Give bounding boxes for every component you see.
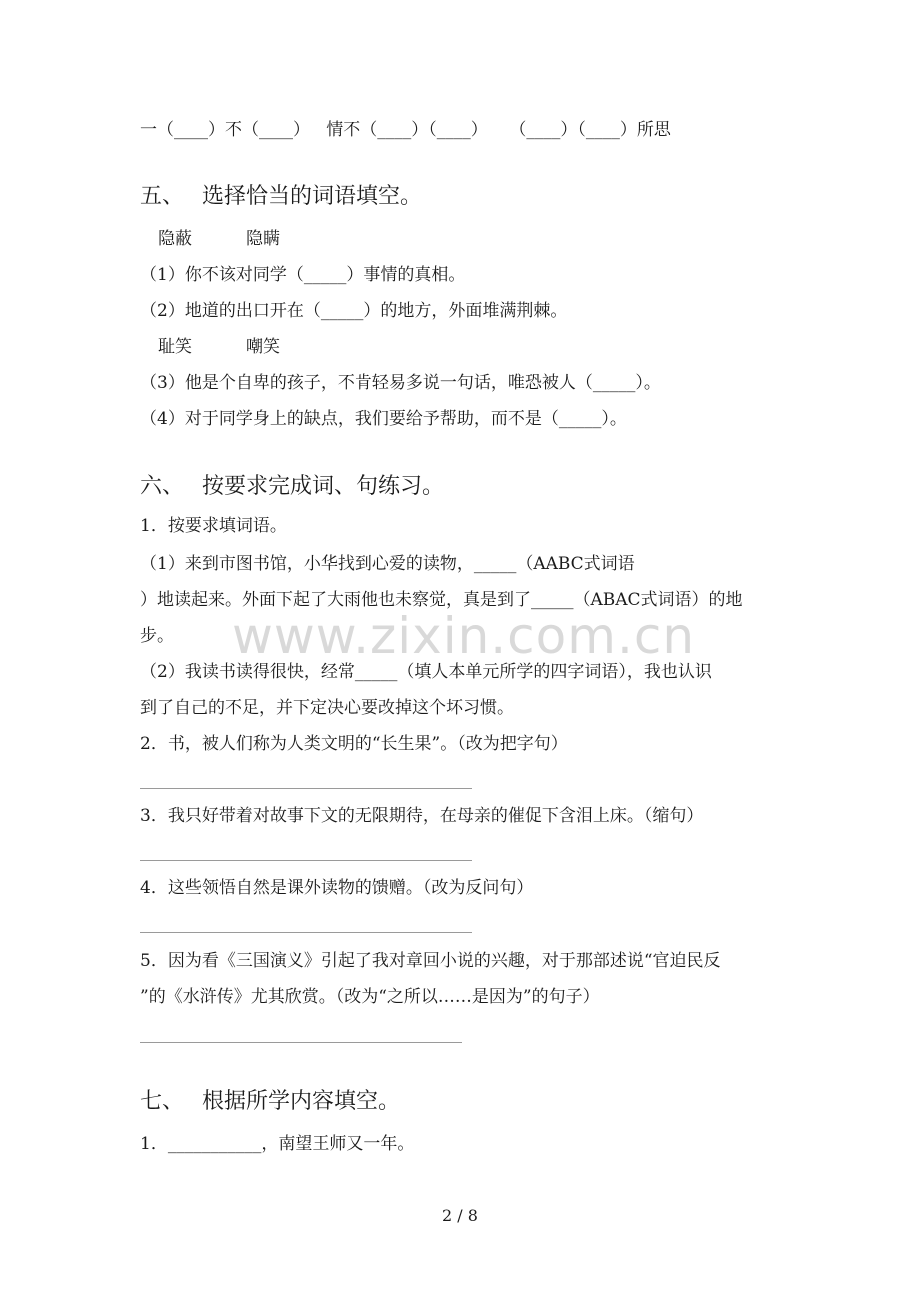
section6-item-1a-line-3: 步。: [140, 626, 174, 646]
section6-item-5-line-1: 5．因为看《三国演义》引起了我对章回小说的兴趣，对于那部述说“官迫民反: [140, 951, 721, 971]
watermark: www.zixin.com.cn: [232, 607, 696, 665]
answer-line[interactable]: [140, 788, 472, 789]
section4-tail-line: 一（____）不（____） 情不（____）（____） （____）（____）所思: [140, 120, 671, 140]
section6-item-1b-line-1: （2）我读书读得很快，经常_____（填人本单元所学的四字词语），我也认识: [140, 662, 712, 682]
section6-item-3: 3．我只好带着对故事下文的无限期待，在母亲的催促下含泪上床。（缩句）: [140, 806, 704, 826]
section5-word-options-b: 耻笑 嘲笑: [158, 337, 281, 357]
section5-title: 选择恰当的词语填空。: [202, 184, 423, 209]
section5-heading: [140, 182, 422, 212]
section6-item-4: 4．这些领悟自然是课外读物的馈赠。（改为反问句）: [140, 878, 534, 898]
section7-heading: [140, 1087, 400, 1117]
answer-line[interactable]: [140, 860, 472, 861]
section7-title: 根据所学内容填空。: [202, 1089, 401, 1114]
section7-item-1: 1．___________，南望王师又一年。: [140, 1134, 415, 1154]
section6-item-1: 1．按要求填词语。: [140, 516, 287, 536]
section5-word-options-a: 隐蔽 隐瞒: [158, 229, 281, 249]
section5-question-4: （4）对于同学身上的缺点，我们要给予帮助，而不是（_____）。: [140, 409, 627, 429]
section7-number: 七、: [140, 1089, 185, 1114]
answer-line[interactable]: [140, 1042, 462, 1043]
section6-heading: [140, 472, 444, 502]
section5-question-1: （1）你不该对同学（_____）事情的真相。: [140, 265, 466, 285]
section6-item-1a-line-2: ）地读起来。外面下起了大雨他也未察觉，真是到了_____（ABAC式词语）的地: [140, 590, 743, 610]
section6-title: 按要求完成词、句练习。: [202, 474, 445, 499]
section5-question-2: （2）地道的出口开在（_____）的地方，外面堆满荆棘。: [140, 301, 568, 321]
section6-item-5-line-2: ”的《水浒传》尤其欣赏。（改为“之所以……是因为”的句子）: [140, 987, 600, 1007]
section6-item-1a-line-1: （1）来到市图书馆，小华找到心爱的读物，_____（AABC式词语: [140, 554, 635, 574]
answer-line[interactable]: [140, 932, 472, 933]
section6-item-2: 2．书，被人们称为人类文明的“长生果”。（改为把字句）: [140, 734, 568, 754]
section6-number: 六、: [140, 474, 185, 499]
section6-item-1b-line-2: 到了自己的不足，并下定决心要改掉这个坏习惯。: [140, 698, 514, 718]
section5-question-3: （3）他是个自卑的孩子，不肯轻易多说一句话，唯恐被人（_____）。: [140, 373, 661, 393]
page-number: 2 / 8: [442, 1206, 478, 1225]
section5-number: 五、: [140, 184, 185, 209]
